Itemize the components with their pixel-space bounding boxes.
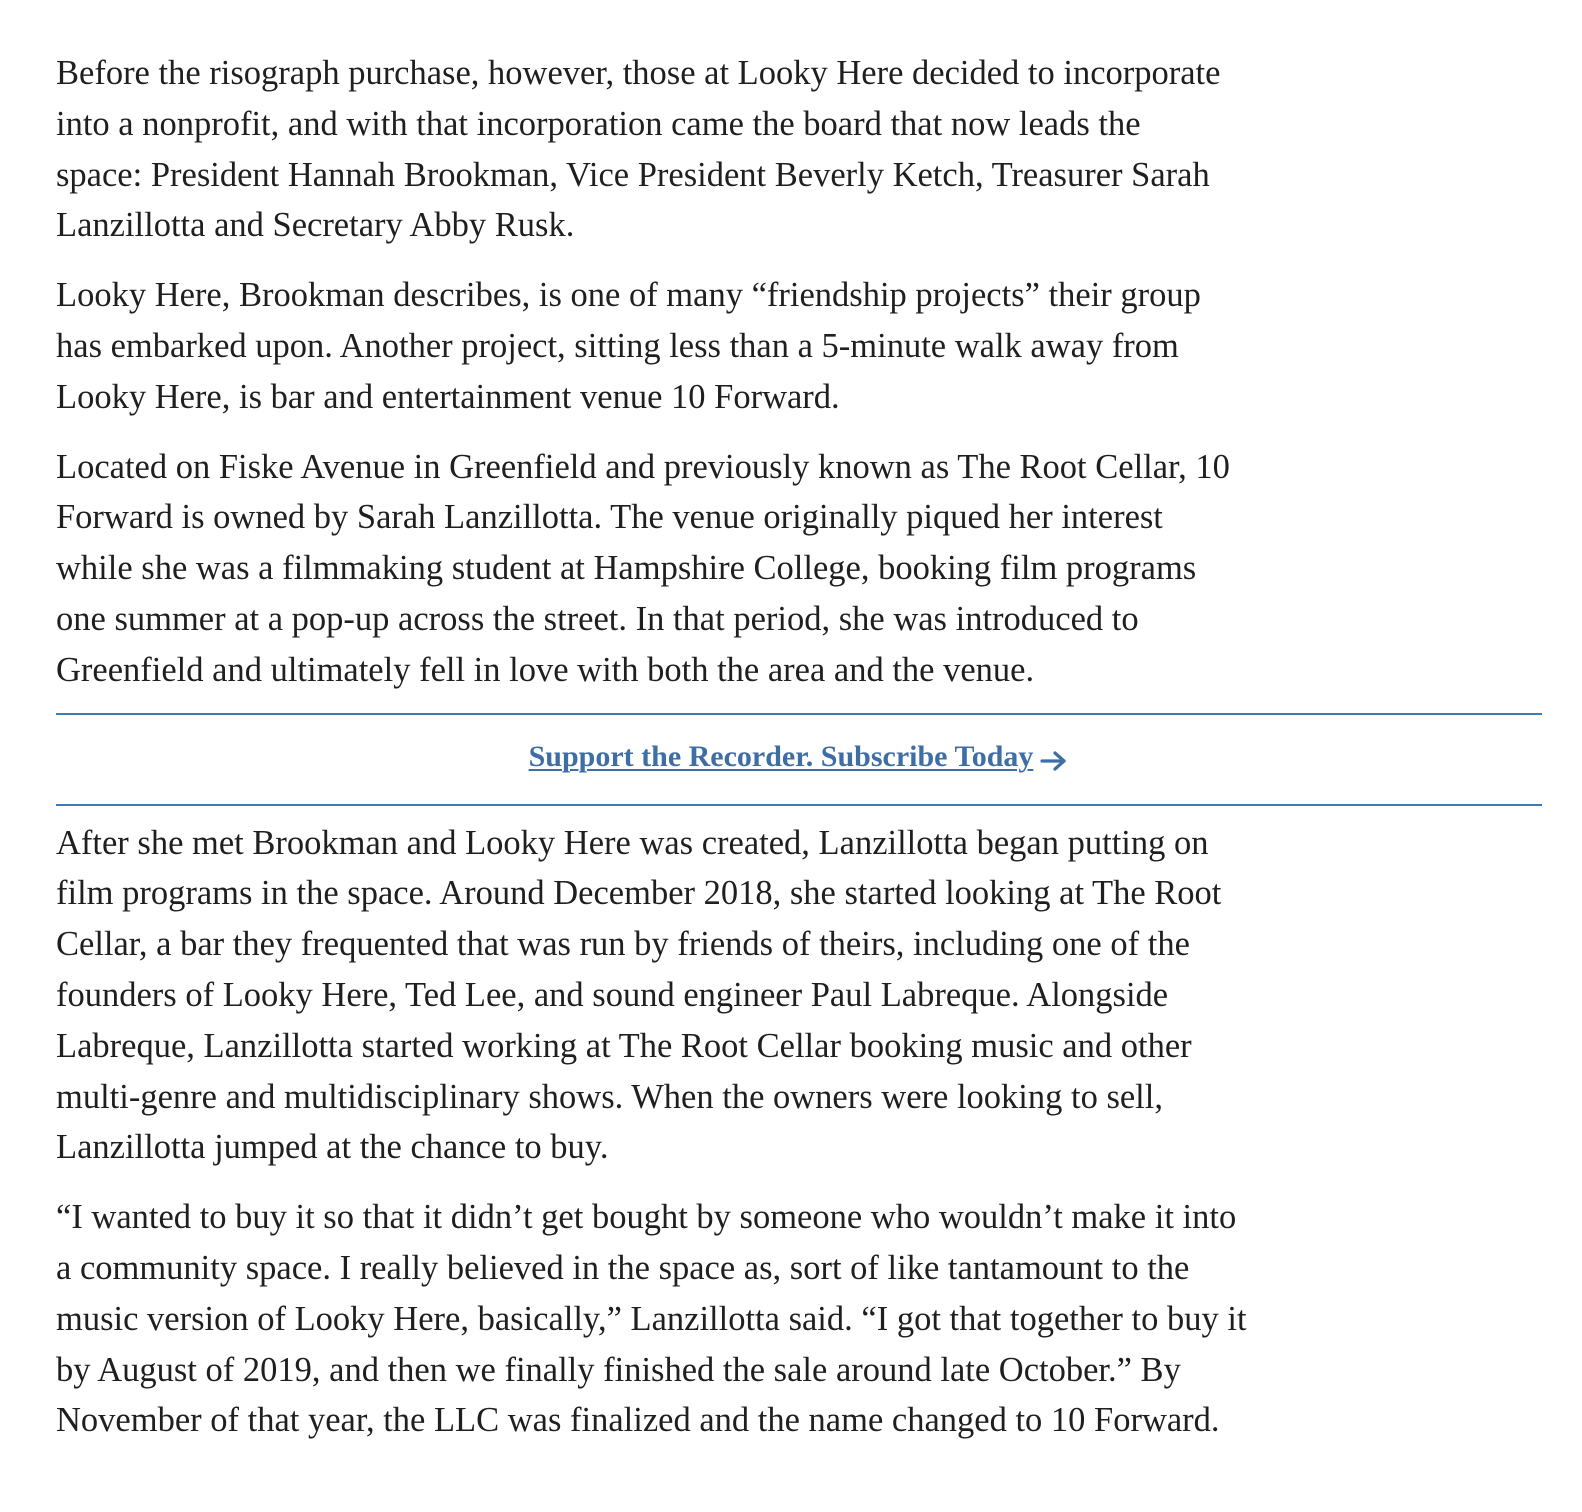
paragraph-line: Greenfield and ultimately fell in love with both the area and the venue. bbox=[56, 650, 1035, 689]
paragraph-line: After she met Brookman and Looky Here was created, Lanzillotta began putting on bbox=[56, 823, 1209, 862]
subscribe-link-label: Support the Recorder. Subscribe Today bbox=[528, 740, 1034, 774]
paragraph-line: has embarked upon. Another project, sitting less than a 5-minute walk away from bbox=[56, 326, 1179, 365]
paragraph-line: music version of Looky Here, basically,” Lanzillotta said. “I got that together to buy it bbox=[56, 1299, 1247, 1338]
article-body bbox=[56, 48, 1542, 1446]
paragraph-line: Lanzillotta jumped at the chance to buy. bbox=[56, 1128, 609, 1167]
paragraph-line: Looky Here, Brookman describes, is one of many “friendship projects” their group bbox=[56, 276, 1201, 315]
paragraph-line: Looky Here, is bar and entertainment venue 10 Forward. bbox=[56, 377, 840, 416]
arrow-right-icon bbox=[1039, 746, 1069, 768]
paragraph-line: Forward is owned by Sarah Lanzillotta. The venue originally piqued her interest bbox=[56, 498, 1163, 537]
paragraph-line: founders of Looky Here, Ted Lee, and sound engineer Paul Labreque. Alongside bbox=[56, 975, 1169, 1014]
paragraph-line: space: President Hannah Brookman, Vice President Beverly Ketch, Treasurer Sarah bbox=[56, 155, 1210, 194]
paragraph-line: Labreque, Lanzillotta started working at The Root Cellar booking music and other bbox=[56, 1026, 1192, 1065]
paragraph-line: by August of 2019, and then we finally finished the sale around late October.” By bbox=[56, 1350, 1181, 1389]
article-paragraph bbox=[56, 442, 1542, 696]
article-paragraph bbox=[56, 818, 1542, 1174]
paragraph-line: Cellar, a bar they frequented that was run by friends of theirs, including one of the bbox=[56, 925, 1190, 964]
subscribe-link[interactable] bbox=[529, 740, 1070, 774]
paragraph-line: Lanzillotta and Secretary Abby Rusk. bbox=[56, 206, 575, 245]
paragraph-line: “I wanted to buy it so that it didn’t get bought by someone who wouldn’t make it into bbox=[56, 1198, 1237, 1237]
article-paragraph bbox=[56, 1192, 1542, 1446]
paragraph-line: one summer at a pop-up across the street. In that period, she was introduced to bbox=[56, 599, 1139, 638]
paragraph-line: a community space. I really believed in the space as, sort of like tantamount to the bbox=[56, 1248, 1190, 1287]
subscribe-promo-banner bbox=[56, 713, 1542, 806]
article-paragraph bbox=[56, 270, 1542, 422]
paragraph-line: Before the risograph purchase, however, those at Looky Here decided to incorporate bbox=[56, 54, 1221, 92]
paragraph-line: Located on Fiske Avenue in Greenfield and previously known as The Root Cellar, 10 bbox=[56, 447, 1230, 486]
paragraph-line: November of that year, the LLC was finalized and the name changed to 10 Forward. bbox=[56, 1401, 1220, 1440]
paragraph-line: while she was a filmmaking student at Hampshire College, booking film programs bbox=[56, 549, 1197, 588]
article-paragraph bbox=[56, 48, 1542, 251]
paragraph-line: multi-genre and multidisciplinary shows. When the owners were looking to sell, bbox=[56, 1077, 1163, 1116]
paragraph-line: film programs in the space. Around December 2018, she started looking at The Root bbox=[56, 874, 1222, 913]
paragraph-line: into a nonprofit, and with that incorporation came the board that now leads the bbox=[56, 104, 1141, 143]
